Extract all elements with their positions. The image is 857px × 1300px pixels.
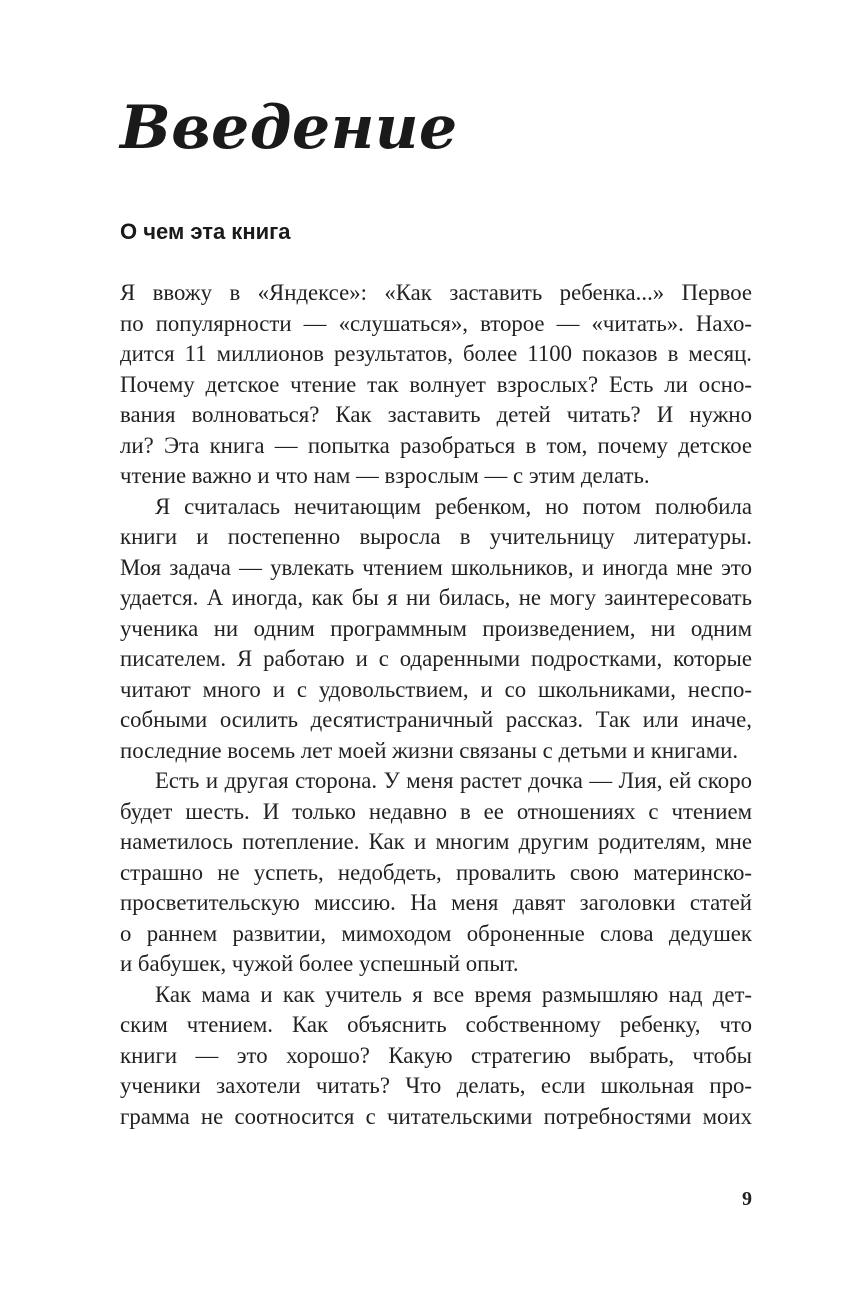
- text-line: удается. А иногда, как бы я ни билась, не могу заинтересовать: [120, 585, 752, 610]
- text-line: Моя задача — увлекать чтением школьников, и иногда мне это: [120, 554, 752, 580]
- page-number: 9: [742, 1188, 752, 1210]
- text-line: читают много и с удовольствием, и со школьниками, неспо-: [120, 676, 752, 702]
- text-line: и бабушек, чужой более успешный опыт.: [120, 951, 519, 976]
- text-line: просветительскую миссию. На меня давят заголовки статей: [120, 890, 752, 915]
- text-line: Я ввожу в «Яндексе»: «Как заставить ребенка...» Первое: [120, 280, 752, 305]
- text-line: чтение важно и что нам — взрослым — с этим делать.: [120, 463, 650, 488]
- text-line: последние восемь лет моей жизни связаны с детьми и книгами.: [120, 737, 739, 763]
- paragraph: [120, 980, 752, 1133]
- chapter-title: Введение: [120, 93, 458, 163]
- text-line: Почему детское чтение так волнует взрослых? Есть ли осно-: [120, 371, 752, 397]
- body-text: [120, 278, 752, 1132]
- text-line: ученики захотели читать? Что делать, если школьная про-: [120, 1073, 752, 1098]
- paragraph: [120, 492, 752, 767]
- text-line: книги — это хорошо? Какую стратегию выбрать, чтобы: [120, 1042, 752, 1068]
- text-line: страшно не успеть, недобдеть, провалить свою материнско-: [120, 859, 752, 885]
- text-line: о раннем развитии, мимоходом оброненные слова дедушек: [120, 920, 752, 946]
- section-heading: О чем эта книга: [120, 219, 291, 244]
- paragraph: [120, 278, 752, 492]
- text-line: дится 11 миллионов результатов, более 1100 показов в месяц.: [120, 341, 752, 366]
- text-line: Есть и другая сторона. У меня растет дочка — Лия, ей скоро: [155, 768, 752, 793]
- text-line: грамма не соотносится с читательскими потребностями моих: [120, 1103, 752, 1129]
- text-line: ским чтением. Как объяснить собственному ребенку, что: [120, 1012, 752, 1037]
- text-line: книги и постепенно выросла в учительницу литературы.: [120, 524, 752, 549]
- text-line: ли? Эта книга — попытка разобраться в том, почему детское: [120, 432, 752, 458]
- paragraph: [120, 766, 752, 980]
- text-line: ученика ни одним программным произведением, ни одним: [120, 615, 752, 641]
- text-line: Как мама и как учитель я все время размышляю над дет-: [155, 981, 752, 1007]
- text-line: Я считалась нечитающим ребенком, но потом полюбила: [155, 493, 752, 519]
- text-line: по популярности — «слушаться», второе — «читать». Нахо-: [120, 310, 752, 336]
- text-line: писателем. Я работаю и с одаренными подростками, которые: [120, 646, 752, 671]
- text-line: собными осилить десятистраничный рассказ. Так или иначе,: [120, 707, 752, 732]
- text-line: наметилось потепление. Как и многим другим родителям, мне: [120, 829, 752, 854]
- text-line: будет шесть. И только недавно в ее отношениях с чтением: [120, 798, 752, 824]
- text-line: вания волноваться? Как заставить детей читать? И нужно: [120, 402, 752, 427]
